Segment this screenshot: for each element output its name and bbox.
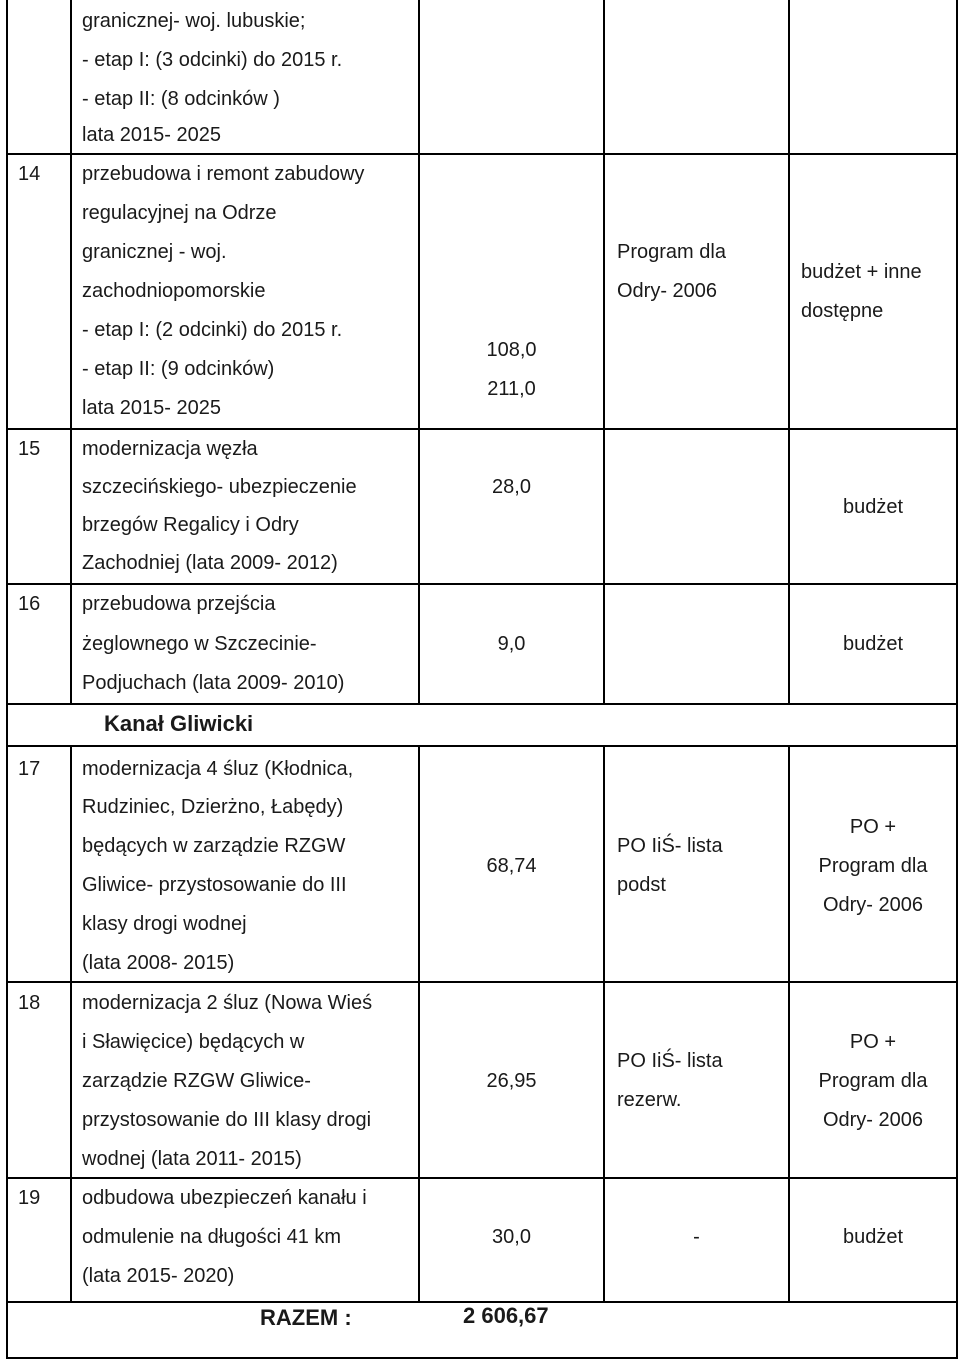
row-desc-line: - etap I: (2 odcinki) do 2015 r. — [82, 319, 343, 341]
row-desc-line: regulacyjnej na Odrze — [82, 202, 277, 224]
row-desc-line: przebudowa i remont zabudowy — [82, 163, 365, 185]
row-desc-line: zarządzie RZGW Gliwice- — [82, 1070, 311, 1092]
cost-value: 9,0 — [497, 633, 526, 655]
row-desc-line: żeglownego w Szczecinie- — [82, 633, 317, 655]
program-line: - — [693, 1226, 700, 1248]
row-desc-line: odmulenie na długości 41 km — [82, 1226, 342, 1248]
program-line: PO IiŚ- lista — [617, 1050, 723, 1072]
row-desc-line: brzegów Regalicy i Odry — [82, 514, 299, 536]
row-desc-line: Rudziniec, Dzierżno, Łabędy) — [82, 796, 344, 818]
row-desc-line: Podjuchach (lata 2009- 2010) — [82, 672, 345, 694]
row-divider — [6, 703, 958, 705]
row-desc-line: i Sławięcice) będących w — [82, 1031, 305, 1053]
row-desc-line: modernizacja 4 śluz (Kłodnica, — [82, 758, 354, 780]
row-desc-line: przebudowa przejścia — [82, 593, 276, 615]
row-desc-line: modernizacja 2 śluz (Nowa Wieś — [82, 992, 373, 1014]
row-desc-line: Gliwice- przystosowanie do III — [82, 874, 347, 896]
row-desc-line: lata 2015- 2025 — [82, 124, 222, 146]
table-right-border — [956, 0, 958, 1359]
cost-value: 211,0 — [487, 378, 536, 400]
funding-line: Odry- 2006 — [822, 894, 924, 916]
funding-line: budżet — [842, 633, 904, 655]
table-left-border — [6, 0, 8, 1359]
funding-line: Program dla — [818, 1070, 928, 1092]
row-desc-line: (lata 2008- 2015) — [82, 952, 235, 974]
total-value: 2 606,67 — [463, 1303, 549, 1328]
row-divider — [6, 428, 958, 430]
row-desc-line: - etap II: (8 odcinków ) — [82, 88, 280, 110]
program-line: rezerw. — [617, 1089, 682, 1111]
row-desc-line: granicznej - woj. — [82, 241, 227, 263]
column-divider — [70, 745, 72, 1303]
row-divider — [6, 745, 958, 747]
row-number: 17 — [18, 758, 41, 780]
row-desc-line: Zachodniej (lata 2009- 2012) — [82, 552, 338, 574]
program-line: Odry- 2006 — [617, 280, 718, 302]
row-desc-line: zachodniopomorskie — [82, 280, 266, 302]
column-divider — [603, 745, 605, 1303]
cost-value: 28,0 — [492, 476, 531, 498]
funding-line: dostępne — [801, 300, 884, 322]
column-divider — [70, 0, 72, 704]
funding-line: budżet — [842, 1226, 904, 1248]
row-divider — [6, 583, 958, 585]
row-desc-line: - etap I: (3 odcinki) do 2015 r. — [82, 49, 343, 71]
cost-value: 26,95 — [486, 1070, 537, 1092]
row-desc-line: granicznej- woj. lubuskie; — [82, 10, 306, 32]
column-divider — [418, 745, 420, 1303]
funding-line: Odry- 2006 — [822, 1109, 924, 1131]
table-bottom-border — [6, 1357, 958, 1359]
row-desc-line: przystosowanie do III klasy drogi — [82, 1109, 372, 1131]
funding-line: Program dla — [818, 855, 928, 877]
row-number: 15 — [18, 438, 41, 460]
funding-line: budżet — [842, 496, 904, 518]
program-line: PO IiŚ- lista — [617, 835, 723, 857]
row-divider — [6, 153, 958, 155]
row-divider — [6, 981, 958, 983]
row-desc-line: modernizacja węzła — [82, 438, 258, 460]
funding-line: budżet + inne — [801, 261, 922, 283]
row-number: 16 — [18, 593, 41, 615]
total-label: RAZEM : — [260, 1305, 352, 1330]
column-divider — [788, 0, 790, 704]
program-line: podst — [617, 874, 666, 896]
funding-line: PO + — [849, 1031, 897, 1053]
row-number: 19 — [18, 1187, 41, 1209]
row-desc-line: lata 2015- 2025 — [82, 397, 222, 419]
row-desc-line: (lata 2015- 2020) — [82, 1265, 235, 1287]
cost-value: 30,0 — [492, 1226, 531, 1248]
row-desc-line: będących w zarządzie RZGW — [82, 835, 346, 857]
row-desc-line: klasy drogi wodnej — [82, 913, 247, 935]
row-desc-line: - etap II: (9 odcinków) — [82, 358, 275, 380]
row-number: 18 — [18, 992, 41, 1014]
funding-line: PO + — [849, 816, 897, 838]
column-divider — [603, 0, 605, 704]
section-heading: Kanał Gliwicki — [104, 711, 254, 736]
row-desc-line: wodnej (lata 2011- 2015) — [82, 1148, 302, 1170]
row-desc-line: szczecińskiego- ubezpieczenie — [82, 476, 357, 498]
row-divider — [6, 1177, 958, 1179]
row-number: 14 — [18, 163, 41, 185]
cost-value: 108,0 — [486, 339, 537, 361]
program-line: Program dla — [617, 241, 726, 263]
row-desc-line: odbudowa ubezpieczeń kanału i — [82, 1187, 367, 1209]
cost-value: 68,74 — [486, 855, 537, 877]
